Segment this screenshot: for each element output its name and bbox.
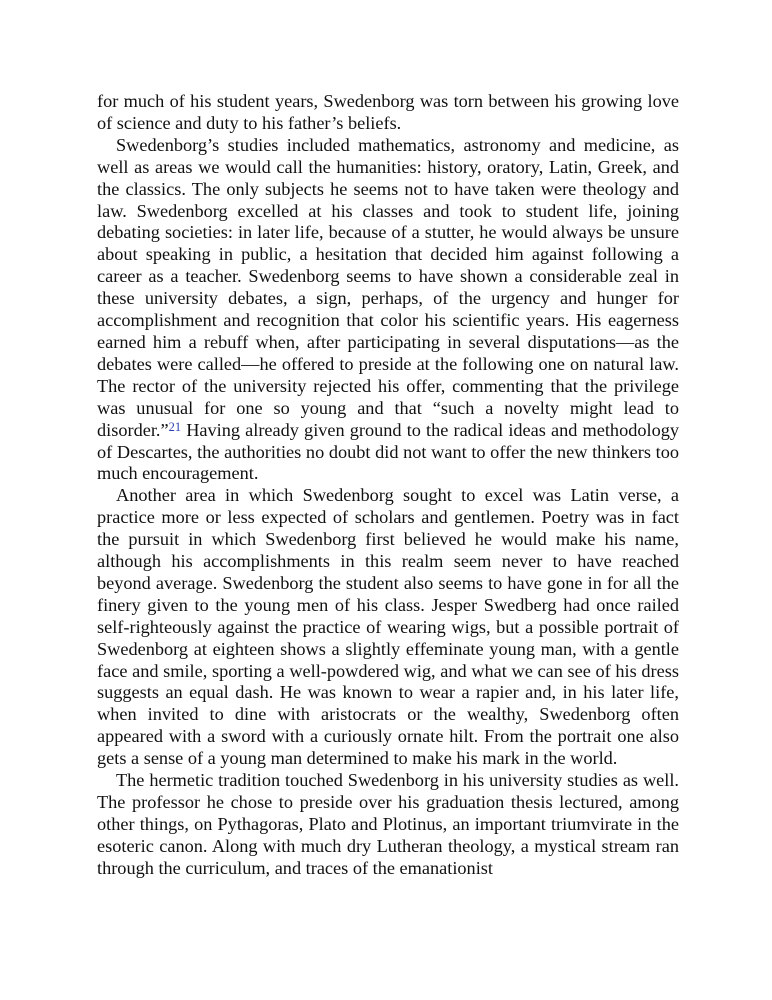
paragraph-2 (97, 135, 679, 486)
paragraph-3: Another area in which Swedenborg sought to excel was Latin verse, a practice more or less expected of scholars and gentlemen. Poetry was in fact the pursuit in which Swedenborg first believed he would make his name, although his accomplishments in this realm seem never to have reached beyond average. Swedenborg the student also seems to have gone in for all the finery given to the young men of his class. Jesper Swedberg had once railed self-righteously against the practice of wearing wigs, but a possible portrait of Swedenborg at eighteen shows a slightly effeminate young man, with a gentle face and smile, sporting a well-powdered wig, and what we can see of his dress suggests an equal dash. He was known to wear a rapier and, in his later life, when invited to dine with aristocrats or the wealthy, Swedenborg often appeared with a sword with a curiously ornate hilt. From the portrait one also gets a sense of a young man determined to make his mark in the world. (97, 485, 679, 769)
footnote-reference-link[interactable]: 21 (168, 419, 182, 434)
paragraph-2-text-before: Swedenborg’s studies included mathematics, astronomy and medicine, as well as areas we would call the humanities: history, oratory, Latin, Greek, and the classics. The only subjects he seems not to have taken were theology and law. Swedenborg excelled at his classes and took to student life, joining debating societies: in later life, because of a stutter, he would always be unsure about speaking in public, a hesitation that decided him against following a career as a teacher. Swedenborg seems to have shown a considerable zeal in these university debates, a sign, perhaps, of the urgency and hunger for accomplishment and recognition that color his scientific years. His eagerness earned him a rebuff when, after participating in several disputations—as the debates were called—he offered to preside at the following one on natural law. The rector of the university rejected his offer, commenting that the privilege was unusual for one so young and that “such a novelty might lead to disorder.” (97, 134, 679, 440)
paragraph-1: for much of his student years, Swedenborg was torn between his growing love of science and duty to his father’s beliefs. (97, 91, 679, 133)
page-body (97, 91, 679, 880)
paragraph-2-text-after: Having already given ground to the radical ideas and methodology of Descartes, the authorities no doubt did not want to offer the new thinkers too much encouragement. (97, 419, 679, 484)
paragraph-4: The hermetic tradition touched Swedenborg in his university studies as well. The professor he chose to preside over his graduation thesis lectured, among other things, on Pythagoras, Plato and Plotinus, an important triumvirate in the esoteric canon. Along with much dry Lutheran theology, a mystical stream ran through the curriculum, and traces of the emanationist (97, 770, 679, 878)
